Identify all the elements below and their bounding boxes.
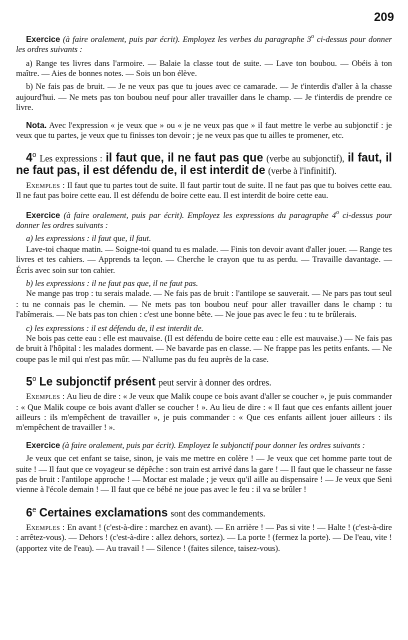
- page-number: 209: [373, 10, 394, 24]
- section-4-heading: [16, 150, 392, 178]
- section-6-heading: [16, 505, 392, 520]
- section-title-rest: sont des commandements.: [170, 508, 266, 519]
- section-title: Certaines exclamations: [39, 507, 168, 520]
- section-intro: Les expressions :: [39, 153, 103, 164]
- exercise-1-part-b: b) Ne fais pas de bruit. — Je ne veux pas que tu joues avec ce camarade. — Je t'interdis d'aller à la chasse aujourd'hui. — Ne mets pas ton boubou neuf pour aller travailler dans le champ. — Je t'interdis de prendre ce livre.: [16, 82, 392, 113]
- exercise-label: Exercice: [26, 439, 61, 450]
- ordinal-superscript: o: [311, 34, 315, 40]
- exercise-instruction-text-end: ci-dessus pour donner les ordres suivants :: [16, 210, 392, 230]
- section-6-examples: [16, 523, 392, 554]
- section-number: 4: [26, 152, 33, 165]
- examples-label: Exemples :: [26, 522, 65, 532]
- expression-list-1: il faut que, il ne faut pas que: [105, 152, 264, 165]
- examples-label: Exemples :: [26, 180, 65, 190]
- nota-text: Avec l'expression « je veux que » ou « je ne veux pas que » il faut mettre le verbe au subjonctif : je veux que tu partes, je veux que tu finisses ton devoir ; je ne veux pas que tu ailles te promener, etc.: [16, 120, 392, 141]
- section-5-heading: [16, 374, 392, 389]
- ordinal-superscript: o: [32, 152, 37, 160]
- examples-text: Il faut que tu partes tout de suite. Il faut partir tout de suite. Il ne faut pas que tu boives cette eau. Il ne faut pas boire cette eau. Il est défendu de boire cette eau. Il est interdit de boire cette eau.: [16, 180, 392, 201]
- section-title-rest: peut servir à donner des ordres.: [158, 377, 272, 388]
- section-title: Le subjonctif présent: [39, 376, 156, 389]
- expression-note-1: (verbe au subjonctif),: [266, 153, 345, 164]
- examples-text: Au lieu de dire : « Je veux que Malik coupe ce bois avant d'aller se coucher », je puis commander : « Que Malik coupe ce bois avant d'aller se coucher ! ». Au lieu de dire : « Il faut que ces enfants aillent jouer ailleurs : ils m'empêchent de travailler », je puis commander : « Que ces enfants aillent jouer ailleurs : ils m'empêchent de travailler ! ».: [16, 392, 392, 433]
- expression-list-2: il faut, il ne faut pas, il est défendu de, il est interdit de: [16, 152, 392, 178]
- examples-label: Exemples :: [26, 392, 65, 402]
- exercise-3-text: Je veux que cet enfant se taise, sinon, je vais me mettre en colère ! — Je veux que cet homme parte tout de suite ! — Il faut que ce voyageur se dépêche : son train est arrivé dans la gare ! — Il faut que le chasseur ne fasse pas de bruit : l'antilope approche ! — Moctar est malade ; je veux qu'il aille au dispensaire ! — Je veux que Seni vienne à l'école demain ! — Il faut que ce bébé ne joue pas avec le feu : il va se brûler !: [16, 454, 392, 495]
- exercise-2-part-c: Ne bois pas cette eau : elle est mauvaise. (Il est défendu de boire cette eau : elle est mauvaise.) — Ne fais pas de bruit à l'hôpital : les malades dorment. — Ne bavarde pas en classe. — Ne frappe pas les petits enfants. — Ne coupe pas le mil qui n'est pas mûr. — N'allume pas du feu auprès de la case.: [16, 333, 392, 364]
- nota-paragraph: [16, 120, 392, 142]
- nota-label: Nota.: [26, 119, 47, 130]
- ordinal-superscript: e: [32, 506, 37, 514]
- ordinal-superscript: o: [336, 209, 340, 216]
- exercise-1-instruction: [16, 32, 392, 56]
- exercise-1-part-a: a) Range tes livres dans l'armoire. — Balaie la classe tout de suite. — Lave ton boubou. — Obéis à ton maître. — Aies de bonnes notes. — Sois un bon élève.: [16, 58, 392, 78]
- exercise-2-instruction: [16, 208, 392, 232]
- exercise-3-instruction: [16, 440, 392, 451]
- exercise-2-part-b: Ne mange pas trop : tu serais malade. — Ne fais pas de bruit : l'antilope se sauverait. — Ne pars pas tout seul : tu ne connais pas le chemin. — Ne mets pas ton boubou neuf pour aller travailler dans le champ : tu l'abîmerais. — Ne bats pas ton chien : c'est une bonne bête. — Ne joue pas avec le feu : tu te brûlerais.: [16, 289, 392, 320]
- examples-text: En avant ! (c'est-à-dire : marchez en avant). — En arrière ! — Pas si vite ! — Halte ! (c'est-à-dire : arrêtez-vous). — Dehors ! (c'est-à-dire : allez dehors, sortez). — La porte ! (fermez la porte). — De l'eau, vite ! (apportez vite de l'eau). — Au travail ! — Silence ! (faites silence, taisez-vous).: [16, 522, 392, 553]
- section-number: 6: [26, 507, 33, 520]
- exercise-2-b-heading: b) les expressions : il ne faut pas que, il ne faut pas.: [26, 278, 199, 288]
- section-4-examples: [16, 181, 392, 202]
- exercise-instruction-text: (à faire oralement, puis par écrit). Employez le subjonctif pour donner les ordres suivants :: [62, 440, 366, 450]
- exercise-instruction-text-end: ci-dessus pour donner les ordres suivants :: [16, 34, 392, 55]
- section-number: 5: [26, 376, 33, 389]
- ordinal-superscript: o: [32, 376, 37, 384]
- exercise-2-part-a: Lave-toi chaque matin. — Soigne-toi quand tu es malade. — Finis ton devoir avant d'aller jouer. — Range tes livres et tes cahiers. — Apprends ta leçon. — Cherche le crayon que tu as perdu. — Travaille davantage. — Écris avec soin sur ton cahier.: [16, 244, 392, 275]
- exercise-instruction-text: (à faire oralement, puis par écrit). Employez les verbes du paragraphe 3: [62, 34, 312, 44]
- exercise-label: Exercice: [26, 33, 61, 44]
- section-5-examples: [16, 392, 392, 434]
- expression-note-2: (verbe à l'infinitif).: [268, 166, 337, 177]
- exercise-instruction-text: (à faire oralement, puis par écrit). Employez les expressions du paragraphe 4: [63, 210, 337, 220]
- exercise-2-c-heading: c) les expressions : il est défendu de, il est interdit de.: [26, 323, 204, 333]
- exercise-2-a-heading: a) les expressions : il faut que, il faut.: [26, 234, 152, 244]
- exercise-label: Exercice: [26, 209, 61, 220]
